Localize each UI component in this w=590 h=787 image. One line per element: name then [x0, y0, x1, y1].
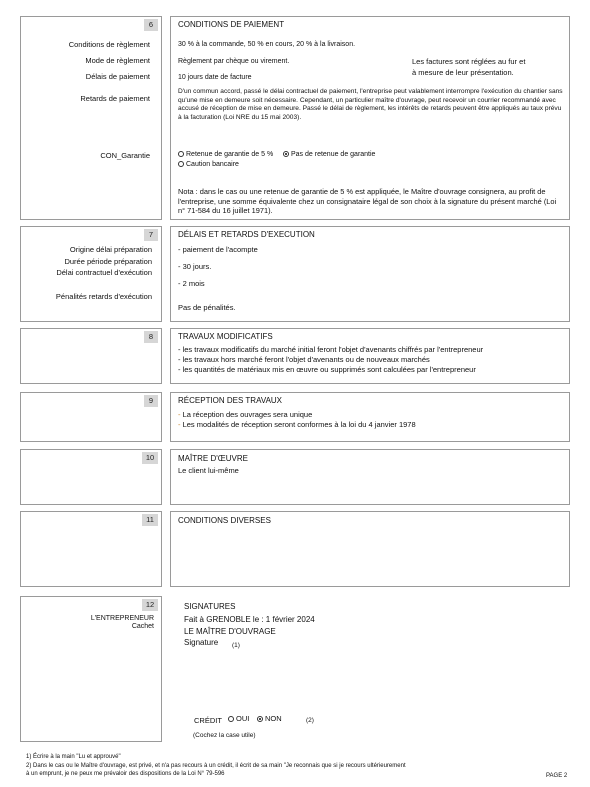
label-origine-delai: Origine délai préparation: [69, 245, 152, 254]
section-11-left: [20, 511, 162, 587]
value-penalites: Pas de pénalités.: [178, 303, 236, 312]
label-delai-contractuel: Délai contractuel d'exécution: [56, 268, 152, 277]
signature-note: (1): [232, 642, 240, 649]
label-garantie: CON_Garantie: [100, 151, 150, 160]
radio-caution-label: Caution bancaire: [186, 161, 239, 168]
section-10-number: 10: [142, 452, 158, 464]
label-retards-paiement: Retards de paiement: [80, 94, 150, 103]
value-mode-reglement: Règlement par chèque ou virement.: [178, 58, 290, 65]
section-10-left: [20, 449, 162, 505]
credit-oui-option[interactable]: [228, 714, 249, 723]
section-8-number: 8: [144, 331, 158, 343]
value-factures-line1: Les factures sont réglées au fur et: [412, 57, 526, 66]
label-duree-periode: Durée période préparation: [64, 257, 152, 266]
section-12-number: 12: [142, 599, 158, 611]
value-delai-contractuel: - 2 mois: [178, 279, 205, 288]
footnote-1: 1) Écrire à la main "Lu et approuvé": [26, 754, 121, 760]
value-factures-line2: à mesure de leur présentation.: [412, 68, 514, 77]
section-11-title: CONDITIONS DIVERSES: [178, 516, 271, 525]
radio-retenue-label: Retenue de garantie de 5 %: [186, 151, 274, 158]
value-delais-paiement: 10 jours date de facture: [178, 74, 252, 81]
credit-non-option[interactable]: [257, 714, 282, 723]
section-11-number: 11: [142, 514, 158, 526]
list-item: - les quantités de matériaux mis en œuvre ou supprimés sont calculées par l'entrepreneur: [178, 365, 476, 374]
value-conditions-reglement: 30 % à la commande, 50 % en cours, 20 % à la livraison.: [178, 41, 356, 48]
credit-non-label: NON: [265, 714, 282, 723]
radio-pas-retenue-label: Pas de retenue de garantie: [291, 151, 376, 158]
label-delais-paiement: Délais de paiement: [85, 72, 150, 81]
entrepreneur-label: L'ENTREPRENEUR: [90, 615, 154, 622]
label-conditions-reglement: Conditions de règlement: [68, 40, 150, 49]
footnote-2-line2: à un emprunt, je ne peux me prévaloir des dispositions de la Loi N° 79-596: [26, 771, 225, 777]
garantie-note: Nota : dans le cas ou une retenue de garantie de 5 % est appliquée, le Maître d'ouvrage consignera, au profit de l'entreprise, une somme équivalente chez un consignataire légal de son choix à la signature du présent marché (Loi n° 71-584 du 16 juillet 1971).: [178, 187, 557, 215]
value-duree-periode: - 30 jours.: [178, 262, 212, 271]
list-item: - les travaux modificatifs du marché initial feront l'objet d'avenants chiffrés par l'entrepreneur: [178, 345, 484, 354]
list-item: - La réception des ouvrages sera unique: [178, 410, 313, 419]
signature-label: Signature: [184, 638, 219, 647]
section-7-number: 7: [144, 229, 158, 241]
cochez-label: (Cochez la case utile): [193, 732, 256, 739]
credit-note: (2): [306, 717, 314, 724]
section-9-list: [178, 410, 566, 430]
radio-pas-retenue-circle[interactable]: [283, 151, 289, 157]
fait-a: Fait à GRENOBLE le : 1 février 2024: [184, 615, 315, 624]
radio-retenue[interactable]: [178, 151, 273, 158]
section-6-number: 6: [144, 19, 158, 31]
section-7-title: DÉLAIS ET RETARDS D'EXECUTION: [178, 230, 315, 239]
credit-oui-label: OUI: [236, 714, 250, 723]
section-9-title: RÉCEPTION DES TRAVAUX: [178, 396, 283, 405]
section-10-title: MAÎTRE D'ŒUVRE: [178, 454, 248, 463]
maitre-oeuvre-value: Le client lui-même: [178, 466, 239, 475]
list-item: - Les modalités de réception seront conformes à la loi du 4 janvier 1978: [178, 420, 416, 429]
radio-retenue-circle[interactable]: [178, 151, 184, 157]
label-penalites: Pénalités retards d'exécution: [55, 292, 152, 301]
credit-label: CRÉDIT: [194, 716, 222, 725]
value-retards-paiement: D'un commun accord, passé le délai contractuel de paiement, l'entreprise peut valablement interrompre l'exécution du chantier sans qu'une mise en demeure soit nécessaire. Cependant, un particulier maître d'ouvrage, peut recevoir un courrier recommandé avec accusé de réception de mise en demeure. Passé le délai de règlement, les intérêts de retards peuvent être appliqués au taux prévu à la facturation (Loi NRE du 15 mai 2003).: [178, 88, 563, 121]
section-9-left: [20, 392, 162, 442]
page-label: PAGE 2: [546, 773, 568, 779]
footnote-2-line1: 2) Dans le cas ou le Maître d'ouvrage, est privé, et n'a pas recours à un crédit, il écrit de sa main "Je reconnais que si je recours ultérieurement: [26, 763, 406, 769]
radio-pas-retenue[interactable]: [283, 151, 375, 158]
maitre-ouvrage-label: LE MAÎTRE D'OUVRAGE: [184, 627, 276, 636]
section-8-left: [20, 328, 162, 384]
section-8-title: TRAVAUX MODIFICATIFS: [178, 332, 273, 341]
credit-non-radio[interactable]: [257, 716, 263, 722]
value-origine-delai: - paiement de l'acompte: [178, 245, 258, 254]
list-item: - les travaux hors marché feront l'objet d'avenants ou de nouveaux marchés: [178, 355, 430, 364]
cachet-label: Cachet: [131, 623, 154, 630]
radio-caution[interactable]: [178, 161, 239, 168]
section-9-number: 9: [144, 395, 158, 407]
label-mode-reglement: Mode de règlement: [85, 56, 150, 65]
signatures-title: SIGNATURES: [184, 602, 236, 611]
radio-caution-circle[interactable]: [178, 161, 184, 167]
section-8-list: [178, 345, 566, 375]
credit-oui-radio[interactable]: [228, 716, 234, 722]
section-6-title: CONDITIONS DE PAIEMENT: [178, 20, 285, 29]
